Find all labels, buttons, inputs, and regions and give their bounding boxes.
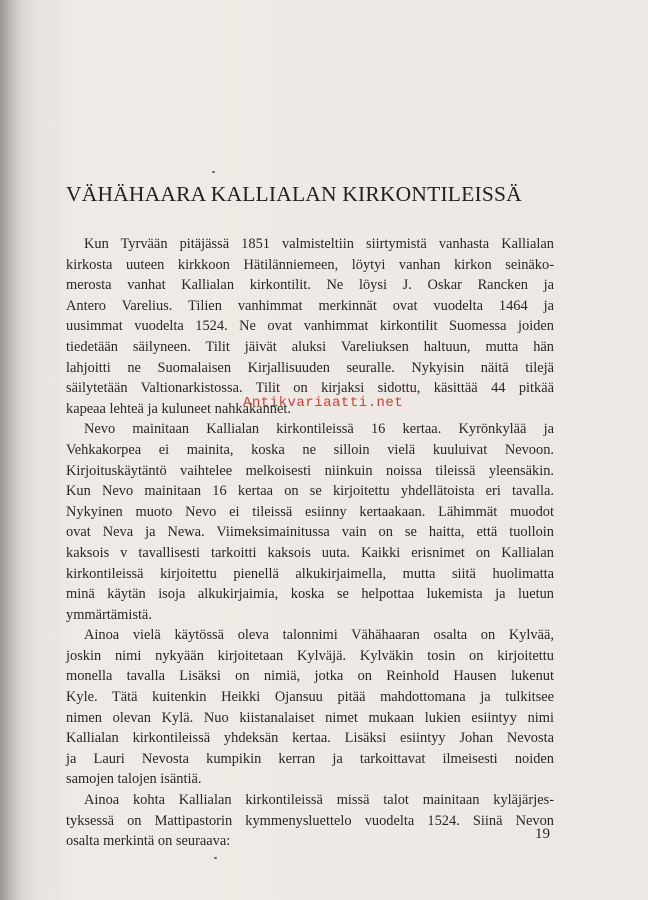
text-line: ymmärtämistä.: [66, 606, 152, 623]
text-line: Ainoa kohta Kallialan kirkontileissä missä talot mainitaan kyläjärjes-: [84, 792, 554, 809]
paragraph-3: [66, 625, 554, 790]
page-number: 19: [535, 826, 550, 842]
text-line: Antero Varelius. Tilien vanhimmat merkinnät ovat vuodelta 1464 ja: [66, 297, 554, 314]
text-line: nimen olevan Kylä. Nuo kiistanalaiset nimet mukaan lukien esiintyy nimi: [66, 709, 554, 726]
text-line: kirkosta uuteen kirkkoon Hätilänniemeen, löytyi vanhan kirkon seinäko-: [66, 256, 554, 273]
text-line: Kun Tyrvään pitäjässä 1851 valmisteltiin siirtymistä vanhasta Kallialan: [84, 236, 554, 252]
paragraph-1: [66, 234, 554, 419]
text-line: säilytetään Valtionarkistossa. Tilit on kirjaksi sidottu, käsittää 44 pitkää: [66, 380, 554, 397]
text-line: kirkontileissä kirjoitettu pienellä alkukirjaimella, mutta siitä huolimatta: [66, 565, 554, 582]
text-line: osalta merkintä on seuraava:: [66, 833, 231, 850]
text-line: kaksois v tavallisesti tarkoitti kaksois uuta. Kaikki erisnimet on Kallialan: [66, 544, 554, 561]
text-line: tiedetään säilyneen. Tilit jäivät aluksi Vareliuksen haltuun, mutta hän: [66, 338, 554, 355]
ink-speck: [214, 857, 217, 859]
paragraph-2: [66, 419, 554, 625]
text-line: Vehkakorpea ei mainita, koska ne silloin vielä kuuluivat Nevoon.: [66, 441, 554, 458]
text-line: minä käytän isoja alkukirjaimia, koska se helpottaa lukemista ja luetun: [66, 586, 554, 603]
text-line: monella tavalla Lisäksi on nimiä, jotka on Reinhold Hausen lukenut: [66, 668, 554, 685]
page-title: VÄHÄHAARA KALLIALAN KIRKONTILEISSÄ: [66, 182, 522, 206]
text-line: ovat Neva ja Newa. Viimeksimainitussa vain on se haitta, että tuolloin: [66, 524, 554, 541]
text-line: Ainoa vielä käytössä oleva talonnimi Vähähaaran osalta on Kylvää,: [84, 627, 554, 644]
ink-speck: [212, 171, 215, 173]
paragraph-4: [66, 790, 554, 852]
text-line: uusimmat vuodelta 1524. Ne ovat vanhimmat kirkontilit Suomessa joiden: [66, 318, 554, 335]
text-line: Nykyinen muoto Nevo ei tileissä esiinny kertaakaan. Lähimmät muodot: [66, 503, 554, 520]
text-line: ja Lauri Nevosta kumpikin kerran ja tarkoittavat ilmeisesti noiden: [66, 750, 554, 767]
text-line: merosta vanhat Kallialan kirkontilit. Ne löysi J. Oskar Rancken ja: [66, 277, 554, 294]
text-line: Kirjoituskäytäntö vaihtelee melkoisesti niinkuin noissa tileissä yleensäkin.: [66, 462, 554, 479]
text-line: Kun Nevo mainitaan 16 kertaa on se kirjoitettu yhdellätoista eri tavalla.: [66, 483, 554, 500]
text-line: Nevo mainitaan Kallialan kirkontileissä 16 kertaa. Kyrönkylää ja: [84, 421, 554, 438]
watermark: Antikvariaatti.net: [243, 395, 404, 411]
text-line: lahjoitti ne Suomalaisen Kirjallisuuden seuralle. Nykyisin näitä tilejä: [66, 359, 554, 376]
text-line: Kyle. Tätä kuitenkin Heikki Ojansuu pitää mahdottomana ja tulkitsee: [66, 689, 554, 706]
text-line: Kallialan kirkontileissä yhdeksän kertaa. Lisäksi esiintyy Johan Nevosta: [66, 730, 554, 747]
text-line: joskin nimi nykyään kirjoitetaan Kylväjä. Kylväkin tosin on kirjoitettu: [66, 647, 554, 664]
text-line: samojen talojen isäntiä.: [66, 771, 202, 788]
text-line: kapeaa lehteä ja kuluneet nahkakannet.: [66, 400, 291, 417]
text-line: tyksessä on Mattipastorin kymmenysluettelo vuodelta 1524. Siinä Nevon: [66, 812, 554, 829]
body-text: [66, 234, 554, 852]
